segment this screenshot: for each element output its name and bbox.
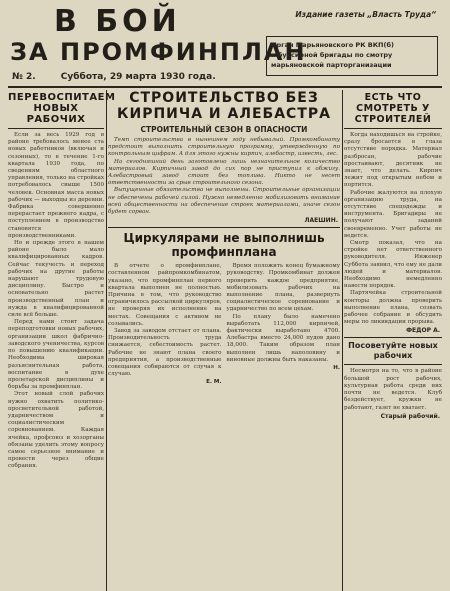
left-headline: ПЕРЕВОСПИТАЕМ НОВЫХ РАБОЧИХ (8, 92, 116, 125)
middle-headline-2: Циркулярами не выполнишь промфинплана (123, 231, 325, 260)
article-paragraph: Выпущенные обязательства не выполнены. Строительные организации не обеспечены рабочей силой. Нужно немедленно мобилизовать внимание всей общественности на обеспечение строек материалами, иначе сезон будет сорван. (108, 187, 340, 216)
right-headline: ЕСТЬ ЧТО СМОТРЕТЬ У СТРОИТЕЛЕЙ (354, 92, 432, 125)
article-paragraph: Перед нами стоит задача переподготовки новых рабочих, организации школ фабрично-заводского ученичества, курсов по повышению квалификации. Необходима широкая разъяснительная работа, воспитание в духе пролетарской дисциплины и борьбы за промфинплан. (8, 319, 104, 391)
article-signature: ЛАЕШИН. (304, 217, 338, 225)
article-paragraph: Если за весь 1929 год в районе требовалось менее ста новых работников (включая и сезонных), то в течение 1-го квартала 1930 года, по сведениям областного управления, только на стройках потребовалось свыше 1500 человек. Основная масса новых рабочих — выходцы из деревни. Фабрика совершенно перерастает прежнего кадра, с поступлением в производство становятся производственниками. (8, 132, 104, 239)
organ-box (266, 36, 438, 76)
divider (344, 364, 442, 365)
article-subcolumn (108, 263, 222, 385)
article-signature: Старый рабочий. (380, 412, 440, 420)
article-paragraph: Несмотря на то, что в районе большой рост рабочих, культурная работа среди них почти не ведется. Клуб бездействует, кружки не работают, газет не хватает. (344, 368, 442, 411)
issue-number: № 2. (12, 72, 36, 82)
article-paragraph: Партячейка строительной конторы должна проверить выполнение плана, созвать рабочее собрание и обсудить меры по ликвидации прорыва. (344, 290, 442, 326)
article-paragraph: Рабочие жалуются на плохую организацию труда, на отсутствие спецодежды и инструмента. Бригадиры не получают заданий своевременно. Учет работы не ведется. (344, 189, 442, 239)
columns (8, 90, 442, 591)
middle-subhead: СТРОИТЕЛЬНЫЙ СЕЗОН В ОПАСНОСТИ (140, 125, 308, 134)
newspaper-title: В БОЙ (54, 4, 181, 39)
two-column-article (108, 263, 340, 385)
article-paragraph: Смотр показал, что на стройке нет ответственного руководителя. Инженер Суббота заявил, что ему не дали людей и материалов. Необходимо немедленно навести порядок. (344, 240, 442, 290)
column-divider (342, 90, 343, 591)
article-paragraph: На сегодняшний день заготовлено лишь незначительное количество материалов. Кирпичный завод до сих пор не приступил к обжигу. Алебастровый завод стоит без топлива. Никто не несет ответственности за срыв строительного сезона. (108, 158, 340, 187)
masthead (8, 6, 442, 88)
article-subcolumn (227, 263, 341, 385)
issue-line (12, 72, 216, 82)
middle-headline: СТРОИТЕЛЬСТВО БЕЗ КИРПИЧА И АЛЕБАСТРА (117, 90, 331, 122)
article-signature: Е. М. (206, 379, 222, 386)
divider (108, 227, 340, 228)
article-paragraph: Но и прежде этого в нашем районе было мало квалифицированных кадров. Сейчас текучесть и переход рабочих на другие работы нарушают трудовую дисциплину. Быстро и основательно растет производственный план и нужда в квалифицированной силе всё больше. (8, 240, 104, 319)
article-paragraph: Темп строительства в нынешнем году небывалый. Промкомбинату предстоит выполнить строительную программу, утвержденную по контрольным цифрам. А для этого нужны кирпич, алебастр, известь, лес. (108, 137, 340, 158)
newspaper-subtitle: ЗА ПРОМФИНПЛАН (10, 38, 307, 66)
left-column (8, 90, 116, 591)
article-paragraph: В отчете о промфинплане, составленном райпромкомбинатом, указано, что промфинплан первого квартала выполнен не полностью. Причина в том, что руководство ограничилось рассылкой циркуляров, не проверяя их исполнение на местах. Совещания с активом не созывались. (108, 263, 222, 327)
middle-column (108, 90, 340, 591)
right-headline-2: Посоветуйте новых рабочих (348, 341, 438, 361)
article-paragraph: Когда находишься на стройке, сразу бросается в глаза отсутствие порядка. Материал разбросан, рабочие простаивают, десятник не знает, что делать. Кирпич лежит под открытым небом и портится. (344, 132, 442, 189)
divider (344, 128, 442, 129)
divider (344, 337, 442, 338)
article-paragraph: Этот новый слой рабочих нужно охватить политико-просветительной работой, ударничеством и социалистическим соревнованием. Каждая ячейка, профсоюз и хозорганы обязаны уделить этому вопросу самое серьезное внимание и провести через общие собрания. (8, 391, 104, 470)
article-signature: ФЕДОР А. (406, 327, 440, 335)
organ-line: Орган Марьяновского РК ВКП(б) (271, 41, 394, 49)
publisher-line: Издание газеты „Власть Труда“ (295, 10, 436, 19)
organ-line: и буксирной бригады по смотру (271, 51, 393, 59)
issue-date: Суббота, 29 марта 1930 года. (60, 72, 216, 82)
masthead-rule (8, 86, 442, 88)
article-signature: Н. (333, 365, 340, 372)
right-column (344, 90, 442, 591)
article-paragraph: Время положить конец бумажному руководству. Промкомбинат должен проверить каждое предприятие, мобилизовать рабочих на выполнение плана, развернуть социалистическое соревнование и ударничество по всем цехам. (226, 263, 340, 313)
article-paragraph: Завод за заводом отстает от плана. Производительность труда снижается, себестоимость растет. Рабочие не знают плана своего предприятия, а производственные совещания собираются от случая к случаю. (108, 328, 222, 378)
organ-line: марьяновской парторганизации (271, 61, 392, 69)
column-divider (106, 90, 107, 591)
divider (8, 128, 104, 129)
article-paragraph: По плану было намечено выработать 112,000 кирпичей, фактически выработано 4700. Алебастра вместо 24,000 пудов дано 18,000. Таким образом план выполнен лишь наполовину и виновные должны быть наказаны. (226, 313, 340, 363)
